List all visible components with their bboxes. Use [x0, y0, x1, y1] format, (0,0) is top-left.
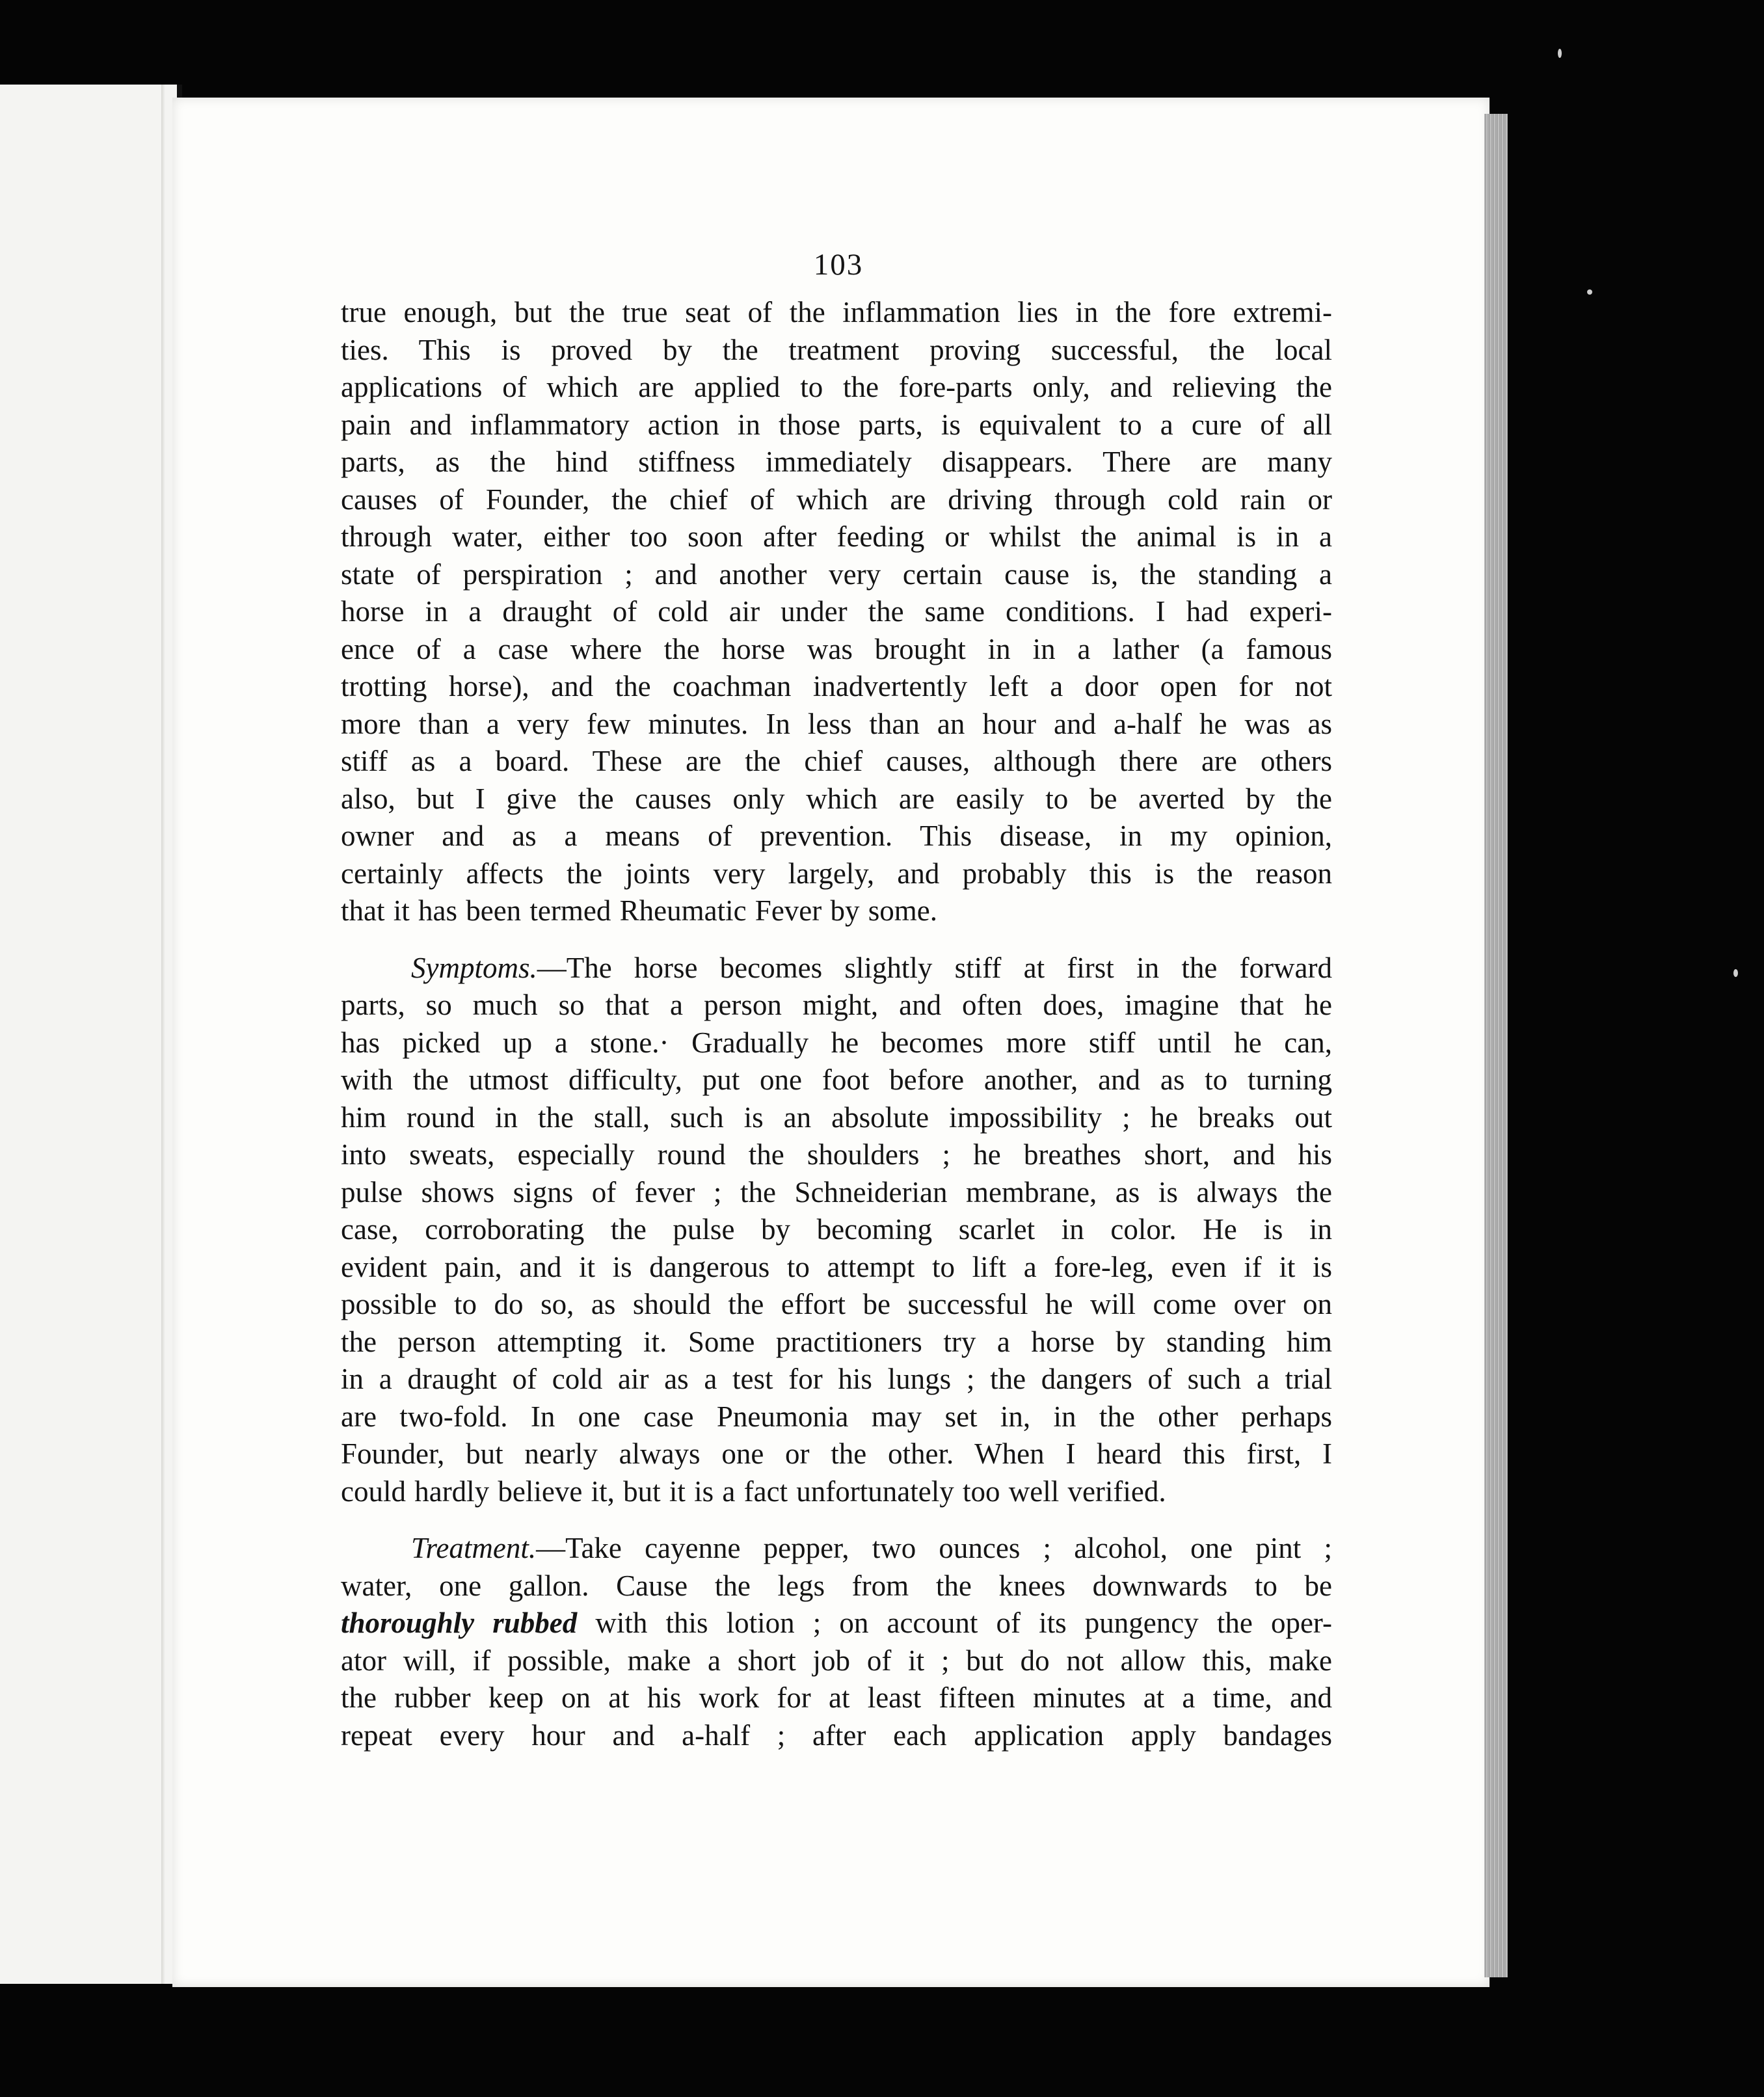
text-line: are two-fold. In one case Pneumonia may set in, in the other perhaps	[341, 1400, 1332, 1433]
section-heading-symptoms: Symptoms.	[411, 951, 537, 984]
text-line: parts, as the hind stiffness immediately disappears. There are many	[341, 446, 1332, 478]
paragraph-symptoms	[341, 950, 1332, 1511]
paragraph-treatment	[341, 1530, 1332, 1754]
text-line	[341, 1605, 1332, 1642]
text-line: water, one gallon. Cause the legs from the knees downwards to be	[341, 1569, 1332, 1602]
text-line: pulse shows signs of fever ; the Schneiderian membrane, as is always the	[341, 1175, 1332, 1209]
text-line: into sweats, especially round the shoulders ; he breathes short, and his	[341, 1138, 1332, 1171]
emphasis-thoroughly-rubbed: thoroughly rubbed	[341, 1607, 578, 1639]
text-line: ties. This is proved by the treatment proving successful, the local	[341, 333, 1332, 366]
left-facing-page	[0, 85, 182, 1984]
text-line: him round in the stall, such is an absolute impossibility ; he breaks out	[341, 1101, 1332, 1134]
text-run: —The horse becomes slightly stiff at first in the forward	[537, 951, 1332, 984]
text-line: the rubber keep on at his work for at least fifteen minutes at a time, and	[341, 1681, 1332, 1714]
text-line: repeat every hour and a-half ; after each application apply bandages	[341, 1718, 1332, 1752]
text-run: —Take cayenne pepper, two ounces ; alcohol, one pint ;	[536, 1532, 1332, 1564]
text-line: Founder, but nearly always one or the other. When I heard this first, I	[341, 1437, 1332, 1470]
text-line: trotting horse), and the coachman inadvertently left a door open for not	[341, 670, 1332, 702]
page-edge	[1484, 114, 1508, 1977]
text-line: more than a very few minutes. In less than an hour and a-half he was as	[341, 707, 1332, 740]
text-line: certainly affects the joints very largely, and probably this is the reason	[341, 857, 1332, 890]
text-line: pain and inflammatory action in those parts, is equivalent to a cure of all	[341, 408, 1332, 441]
text-line: case, corroborating the pulse by becoming scarlet in color. He is in	[341, 1213, 1332, 1246]
paragraph-founder-causes	[341, 294, 1332, 930]
page-number: 103	[813, 248, 864, 282]
text-line: has picked up a stone.· Gradually he becomes more stiff until he can,	[341, 1026, 1332, 1059]
text-line: with the utmost difficulty, put one foot before another, and as to turning	[341, 1063, 1332, 1096]
scan-speck	[1733, 969, 1738, 977]
text-line: ence of a case where the horse was brought in in a lather (a famous	[341, 632, 1332, 665]
page-text	[341, 247, 1332, 1754]
text-line: also, but I give the causes only which are easily to be averted by the	[341, 782, 1332, 815]
text-line: in a draught of cold air as a test for his lungs ; the dangers of such a trial	[341, 1363, 1332, 1395]
text-run: with this lotion ; on account of its pungency the oper-	[577, 1607, 1332, 1639]
scan-speck	[1558, 49, 1562, 58]
text-line	[341, 1530, 1332, 1568]
text-line: that it has been termed Rheumatic Fever by some.	[341, 894, 937, 927]
text-line: parts, so much so that a person might, and often does, imagine that he	[341, 989, 1332, 1021]
text-line: true enough, but the true seat of the inflammation lies in the fore extremi-	[341, 296, 1332, 328]
text-line: horse in a draught of cold air under the same conditions. I had experi-	[341, 595, 1332, 628]
scan-speck	[1587, 289, 1592, 295]
text-line: evident pain, and it is dangerous to attempt to lift a fore-leg, even if it is	[341, 1250, 1332, 1283]
text-line: the person attempting it. Some practitioners try a horse by standing him	[341, 1325, 1332, 1358]
text-line: through water, either too soon after feeding or whilst the animal is in a	[341, 520, 1332, 553]
text-line: ator will, if possible, make a short job of it ; but do not allow this, make	[341, 1644, 1332, 1677]
text-line	[341, 950, 1332, 987]
text-line: possible to do so, as should the effort be successful he will come over on	[341, 1288, 1332, 1320]
text-line: owner and as a means of prevention. This disease, in my opinion,	[341, 820, 1332, 852]
text-line: stiff as a board. These are the chief causes, although there are others	[341, 745, 1332, 777]
text-line: applications of which are applied to the fore-parts only, and relieving the	[341, 371, 1332, 403]
text-line: state of perspiration ; and another very certain cause is, the standing a	[341, 557, 1332, 591]
text-line: causes of Founder, the chief of which are driving through cold rain or	[341, 483, 1332, 516]
section-heading-treatment: Treatment.	[411, 1532, 537, 1564]
text-line: could hardly believe it, but it is a fact unfortunately too well verified.	[341, 1475, 1166, 1508]
